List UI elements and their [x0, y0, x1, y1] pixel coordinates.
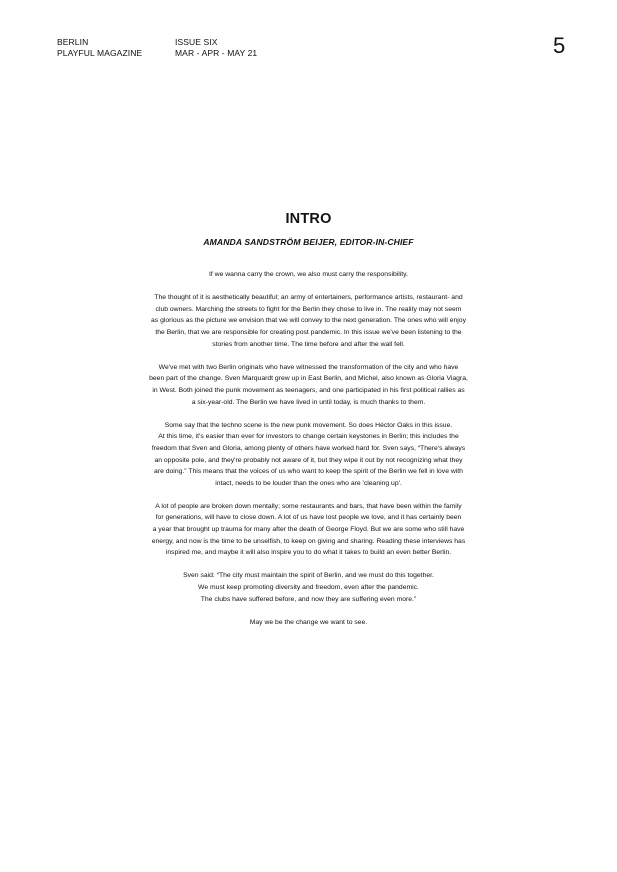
article-paragraph — [130, 501, 487, 559]
paragraph-line: for generations, will have to close down. A lot of us have lost people we love, and it has certainly been — [155, 514, 462, 522]
article-paragraph — [130, 269, 487, 281]
article-paragraph — [130, 292, 487, 350]
paragraph-line: inspired me, and maybe it will also inspire you to do what it takes to build an even better Berlin. — [165, 549, 452, 557]
paragraph-line: freedom that Sven and Gloria, among plenty of others have worked hard for. Sven says, “There's always — [151, 444, 466, 452]
paragraph-line: The clubs have suffered before, and now they are suffering even more.” — [200, 595, 417, 603]
paragraph-line: are doing.” This means that the voices of us who want to keep the spirit of the Berlin we fell in love with — [154, 468, 463, 476]
paragraph-line: as glorious as the picture we envision that we will convey to the next generation. The ones who will enjoy — [151, 317, 466, 325]
page-number: 5 — [553, 33, 566, 58]
paragraph-line: intact, needs to be louder than the ones who are 'cleaning up'. — [215, 479, 402, 487]
paragraph-line: A lot of people are broken down mentally; some restaurants and bars, that have been within the family — [155, 502, 462, 510]
issue-dates: MAR - APR - MAY 21 — [175, 48, 258, 58]
paragraph-line: We must keep promoting diversity and freedom, even after the pandemic. — [198, 584, 419, 592]
issue-number: ISSUE SIX — [175, 37, 218, 47]
paragraph-line: We've met with two Berlin originals who have witnessed the transformation of the city and who have — [158, 363, 459, 371]
paragraph-line: a six-year-old. The Berlin we have lived in until today, is much thanks to them. — [191, 398, 426, 406]
paragraph-line: The thought of it is aesthetically beautiful; an army of entertainers, performance artists, restaurant- and — [154, 294, 463, 302]
article-paragraph — [130, 420, 487, 490]
article-paragraph — [130, 617, 487, 629]
article-paragraph — [130, 362, 487, 408]
paragraph-line: in West. Both joined the punk movement as teenagers, and one participated in his first political rallies as — [152, 386, 465, 394]
paragraph-line: energy, and now is the time to be unselfish, to keep on giving and sharing. Reading these interviews has — [151, 537, 466, 545]
article — [130, 210, 487, 640]
magazine-city: BERLIN — [57, 37, 89, 47]
article-byline: AMANDA SANDSTRÖM BEIJER, EDITOR-IN-CHIEF — [203, 237, 414, 247]
article-paragraph — [130, 570, 487, 605]
paragraph-line: Sven said: “The city must maintain the spirit of Berlin, and we must do this together. — [183, 572, 434, 580]
paragraph-line: If we wanna carry the crown, we also must carry the responsibility. — [209, 271, 408, 278]
paragraph-line: the Berlin, that we are responsible for creating post pandemic. In this issue we've been listening to the — [155, 328, 462, 336]
issue-info — [175, 37, 257, 59]
masthead — [57, 37, 142, 59]
paragraph-line: At this time, it's easier than ever for investors to change certain keystones in Berlin; this includes the — [158, 433, 459, 441]
paragraph-line: stories from another time. The time before and after the wall fell. — [212, 340, 405, 348]
magazine-name: PLAYFUL MAGAZINE — [57, 48, 143, 58]
paragraph-line: May we be the change we want to see. — [249, 618, 368, 626]
paragraph-line: club owners. Marching the streets to fight for the Berlin they chose to live in. The reality may not seem — [155, 305, 462, 313]
article-body — [130, 269, 487, 628]
paragraph-line: Some say that the techno scene is the new punk movement. So does Héctor Oaks in this issue. — [164, 421, 453, 429]
paragraph-line: an opposite pole, and they're probably not aware of it, but they wipe it out by not recognizing what they — [154, 456, 463, 464]
paragraph-line: been part of the change. Sven Marquardt grew up in East Berlin, and Michel, also known as Gloria Viagra, — [149, 375, 468, 383]
paragraph-line: a year that brought up trauma for many after the death of George Floyd. But we are some who still have — [152, 526, 465, 534]
article-title: INTRO — [285, 211, 332, 227]
